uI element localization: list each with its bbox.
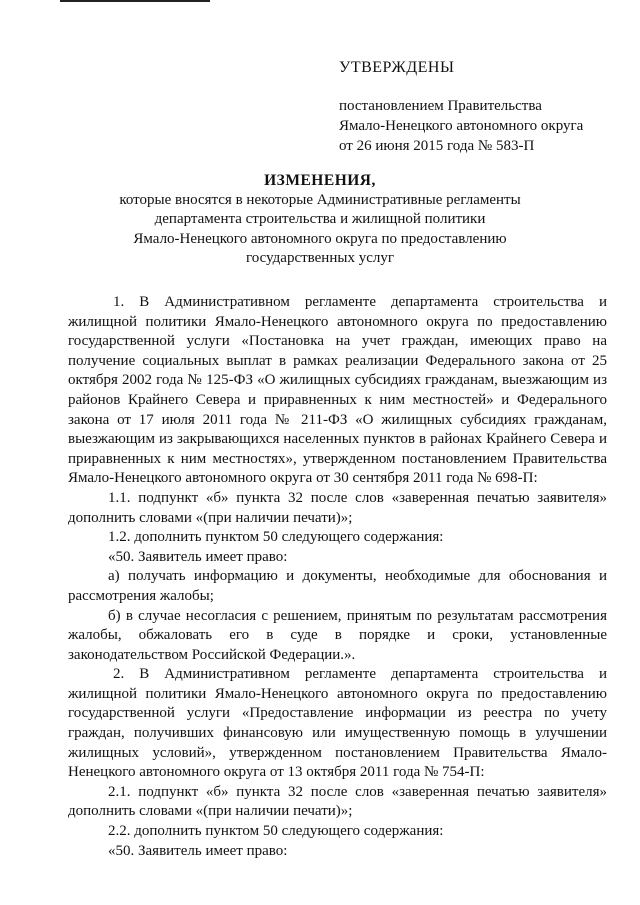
paragraph-2: 2. В Административном регламенте департамента строительства и жилищной политики Ямало-Ненецкого автономного округа по предоставлению государственной услуги «Предоставление информации из реестра по учету граждан, получивших финансовую или имущественную помощь в улучшении жилищных условий», утвержденном постановлением Правительства Ямало-Ненецкого автономного округа от 13 октября 2011 года № 754-П: bbox=[68, 666, 607, 781]
document-body bbox=[68, 293, 607, 861]
paragraph-2-2-quote: «50. Заявитель имеет право: bbox=[108, 842, 288, 859]
paragraph-1-1: 1.1. подпункт «б» пункта 32 после слов «заверенная печатью заявителя» дополнить словами «(при наличии печати)»; bbox=[68, 489, 607, 526]
document-title-block bbox=[70, 171, 570, 269]
title-subline-3: Ямало-Ненецкого автономного округа по предоставлению bbox=[133, 230, 507, 247]
paragraph-1-2-b: б) в случае несогласия с решением, принятым по результатам рассмотрения жалобы, обжаловать его в суде в порядке и сроки, установленные законодательством Российской Федерации.». bbox=[68, 607, 607, 663]
paragraph-1-2-a: а) получать информацию и документы, необходимые для обоснования и рассмотрения жалобы; bbox=[68, 568, 607, 604]
approval-heading: УТВЕРЖДЕНЫ bbox=[339, 59, 455, 76]
paragraph-2-2: 2.2. дополнить пунктом 50 следующего содержания: bbox=[108, 823, 444, 840]
paragraph-2-1: 2.1. подпункт «б» пункта 32 после слов «заверенная печатью заявителя» дополнить словами «(при наличии печати)»; bbox=[68, 783, 607, 820]
title-subline-1: которые вносятся в некоторые Административные регламенты bbox=[119, 191, 521, 208]
approval-line-3: от 26 июня 2015 года № 583-П bbox=[339, 138, 535, 154]
title-subline-2: департамента строительства и жилищной политики bbox=[154, 211, 486, 227]
document-title: ИЗМЕНЕНИЯ, bbox=[264, 172, 376, 189]
paragraph-1-2-quote: «50. Заявитель имеет право: bbox=[108, 548, 288, 565]
top-rule bbox=[60, 0, 210, 2]
title-subline-4: государственных услуг bbox=[245, 250, 394, 266]
approval-line-2: Ямало-Ненецкого автономного округа bbox=[339, 118, 584, 134]
approval-block bbox=[339, 58, 629, 156]
paragraph-1: 1. В Административном регламенте департамента строительства и жилищной политики Ямало-Ненецкого автономного округа по предоставлению государственной услуги «Постановка на учет граждан, имеющих право на получение социальных выплат в рамках реализации Федерального закона от 25 октября 2002 года № 125-ФЗ «О жилищных субсидиях гражданам, выезжающим из районов Крайнего Севера и приравненных к ним местностей» и Федерального закона от 17 июля 2011 года № 211-ФЗ «О жилищных субсидиях гражданам, выезжающим из закрывающихся населенных пунктов в районах Крайнего Севера и приравненных к ним местностях», утвержденном постановлением Правительства Ямало-Ненецкого автономного округа от 30 сентября 2011 года № 698-П: bbox=[68, 294, 607, 487]
paragraph-1-2: 1.2. дополнить пунктом 50 следующего содержания: bbox=[108, 529, 444, 546]
approval-line-1: постановлением Правительства bbox=[339, 98, 542, 114]
